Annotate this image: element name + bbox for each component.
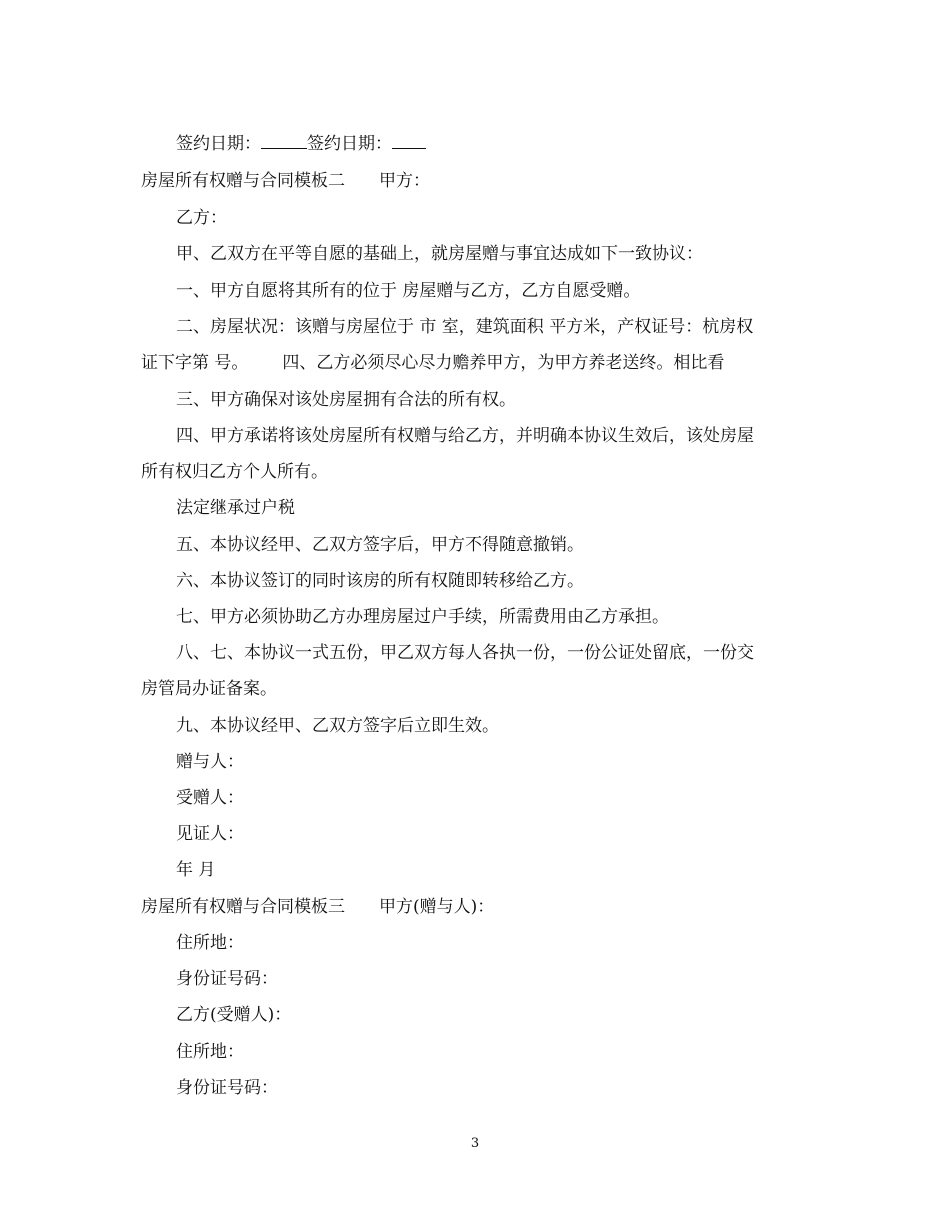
signing-date-line [176, 133, 856, 155]
party-b-label: 乙方： [176, 208, 227, 228]
form-field-label: 住所地： [176, 933, 244, 953]
signature-label: 见证人： [176, 824, 244, 844]
party-a-label: 甲方(赠与人)： [379, 897, 495, 917]
clause: 四、甲方承诺将该处房屋所有权赠与给乙方，并明确本协议生效后，该处房屋 [176, 426, 754, 446]
clause-text: 四、乙方必须尽心尽力赡养甲方，为甲方养老送终。相比看 [282, 353, 725, 373]
signature-label: 赠与人： [176, 752, 244, 772]
page-number: 3 [470, 1136, 480, 1151]
signing-date-label: 签约日期： [176, 134, 261, 154]
clause: 六、本协议签订的同时该房的所有权随即转移给乙方。 [176, 571, 584, 591]
clause: 一、甲方自愿将其所有的位于 房屋赠与乙方，乙方自愿受赠。 [176, 281, 641, 301]
section-title: 房屋所有权赠与合同模板二 [141, 171, 345, 191]
clause: 五、本协议经甲、乙双方签字后，甲方不得随意撤销。 [176, 535, 584, 555]
clause-continuation [141, 352, 821, 374]
note-line: 法定继承过户税 [176, 498, 295, 518]
party-a-label: 甲方： [379, 171, 430, 191]
clause: 七、甲方必须协助乙方办理房屋过户手续，所需费用由乙方承担。 [176, 607, 669, 627]
date-label: 年 月 [176, 860, 216, 880]
clause: 二、房屋状况：该赠与房屋位于 市 室，建筑面积 平方米，产权证号：杭房权 [176, 317, 754, 337]
section-heading-line [141, 170, 821, 192]
form-field-label: 身份证号码： [176, 1078, 278, 1098]
section-heading-line [141, 896, 821, 918]
signature-label: 受赠人： [176, 788, 244, 808]
section-title: 房屋所有权赠与合同模板三 [141, 897, 345, 917]
form-field-label: 乙方(受赠人)： [176, 1005, 292, 1025]
clause-text: 证下字第 号。 [141, 353, 249, 373]
paragraph: 甲、乙双方在平等自愿的基础上，就房屋赠与事宜达成如下一致协议： [176, 244, 703, 264]
form-field-label: 住所地： [176, 1042, 244, 1062]
signing-date-blank [392, 133, 426, 149]
clause-continuation: 房管局办证备案。 [141, 679, 277, 699]
clause: 八、七、本协议一式五份，甲乙双方每人各执一份，一份公证处留底，一份交 [176, 643, 754, 663]
clause-continuation: 所有权归乙方个人所有。 [141, 462, 328, 482]
clause: 三、甲方确保对该处房屋拥有合法的所有权。 [176, 390, 516, 410]
clause: 九、本协议经甲、乙双方签字后立即生效。 [176, 716, 499, 736]
signing-date-blank [261, 133, 307, 149]
form-field-label: 身份证号码： [176, 969, 278, 989]
signing-date-label: 签约日期： [307, 134, 392, 154]
